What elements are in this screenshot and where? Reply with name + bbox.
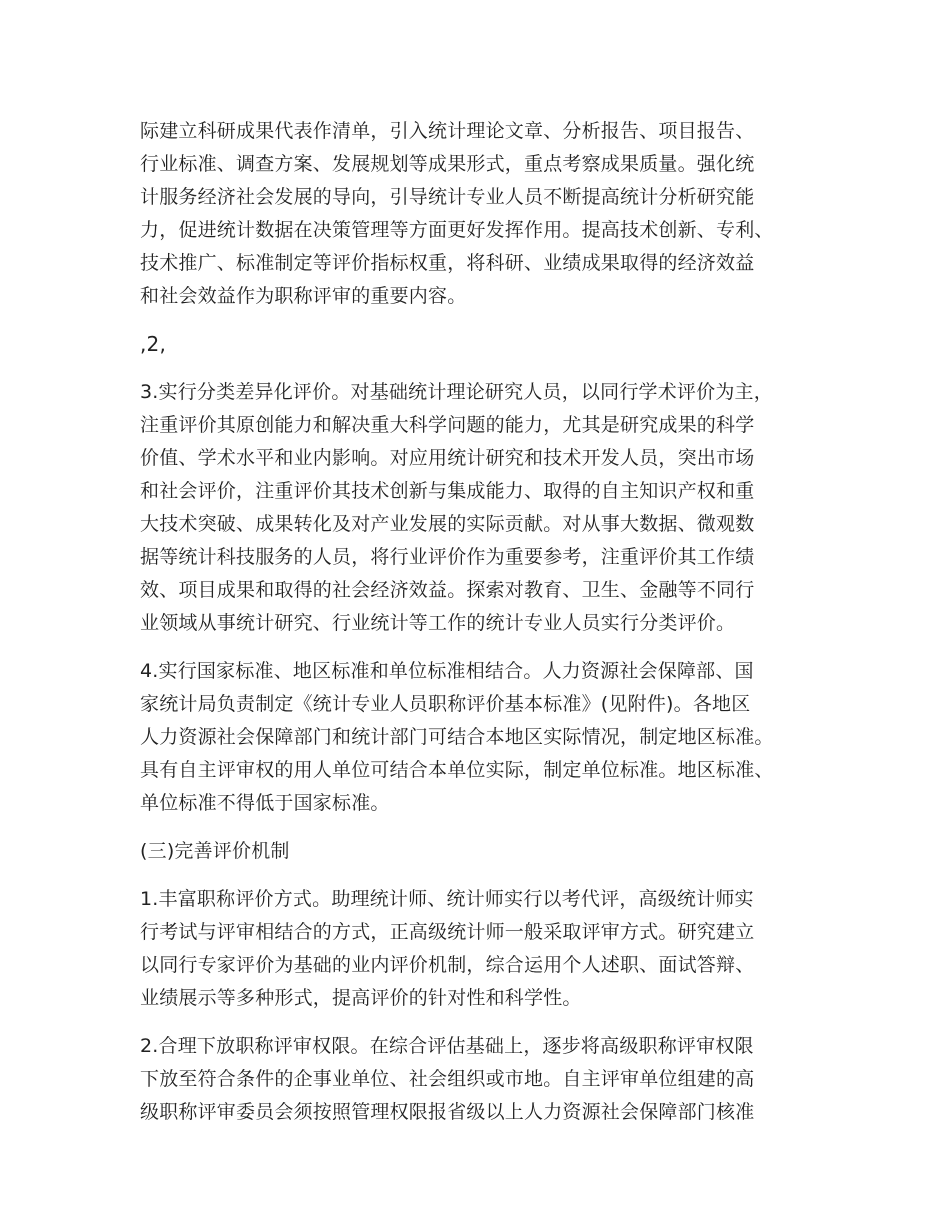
text-line: 业领域从事统计研究、行业统计等工作的统计专业人员实行分类评价。 bbox=[140, 612, 736, 634]
text-line: 人力资源社会保障部门和统计部门可结合本地区实际情况，制定地区标准。 bbox=[140, 726, 774, 748]
paragraph-review-authority bbox=[140, 1030, 830, 1129]
text-line: 效、项目成果和取得的社会经济效益。探索对教育、卫生、金融等不同行 bbox=[140, 579, 755, 601]
section-heading bbox=[140, 835, 830, 868]
paragraph-evaluation-methods bbox=[140, 883, 830, 1015]
text-line: 技术推广、标准制定等评价指标权重，将科研、业绩成果取得的经济效益 bbox=[140, 252, 755, 274]
document-body bbox=[140, 115, 830, 1144]
text-line: 行业标准、调查方案、发展规划等成果形式，重点考察成果质量。强化统 bbox=[140, 153, 755, 175]
text-line: 1.丰富职称评价方式。助理统计师、统计师实行以考代评，高级统计师实 bbox=[140, 888, 754, 910]
section-heading-text: (三)完善评价机制 bbox=[140, 840, 290, 862]
text-line: 级职称评审委员会须按照管理权限报省级以上人力资源社会保障部门核准 bbox=[140, 1101, 755, 1123]
text-line: 具有自主评审权的用人单位可结合本单位实际，制定单位标准。地区标准、 bbox=[140, 759, 774, 781]
text-line: 3.实行分类差异化评价。对基础统计理论研究人员，以同行学术评价为主， bbox=[140, 381, 773, 403]
page-marker-text: ,2, bbox=[140, 332, 167, 356]
text-line: 下放至符合条件的企事业单位、社会组织或市地。自主评审单位组建的高 bbox=[140, 1068, 755, 1090]
text-line: 注重评价其原创能力和解决重大科学问题的能力，尤其是研究成果的科学 bbox=[140, 414, 755, 436]
paragraph-classified-evaluation bbox=[140, 376, 830, 640]
text-line: 计服务经济社会发展的导向，引导统计专业人员不断提高统计分析研究能 bbox=[140, 186, 755, 208]
text-line: 业绩展示等多种形式，提高评价的针对性和科学性。 bbox=[140, 987, 582, 1009]
text-line: 力，促进统计数据在决策管理等方面更好发挥作用。提高技术创新、专利、 bbox=[140, 219, 774, 241]
text-line: 价值、学术水平和业内影响。对应用统计研究和技术开发人员，突出市场 bbox=[140, 447, 755, 469]
text-line: 单位标准不得低于国家标准。 bbox=[140, 792, 390, 814]
text-line: 大技术突破、成果转化及对产业发展的实际贡献。对从事大数据、微观数 bbox=[140, 513, 755, 535]
paragraph-standards bbox=[140, 655, 830, 820]
text-line: 和社会效益作为职称评审的重要内容。 bbox=[140, 285, 467, 307]
text-line: 家统计局负责制定《统计专业人员职称评价基本标准》(见附件)。各地区 bbox=[140, 693, 751, 715]
paragraph-research-results bbox=[140, 115, 830, 313]
text-line: 际建立科研成果代表作清单，引入统计理论文章、分析报告、项目报告、 bbox=[140, 120, 755, 142]
text-line: 据等统计科技服务的人员，将行业评价作为重要参考，注重评价其工作绩 bbox=[140, 546, 755, 568]
text-line: 4.实行国家标准、地区标准和单位标准相结合。人力资源社会保障部、国 bbox=[140, 660, 754, 682]
text-line: 2.合理下放职称评审权限。在综合评估基础上，逐步将高级职称评审权限 bbox=[140, 1035, 754, 1057]
text-line: 和社会评价，注重评价其技术创新与集成能力、取得的自主知识产权和重 bbox=[140, 480, 755, 502]
page-marker bbox=[140, 328, 830, 361]
text-line: 以同行专家评价为基础的业内评价机制，综合运用个人述职、面试答辩、 bbox=[140, 954, 755, 976]
text-line: 行考试与评审相结合的方式，正高级统计师一般采取评审方式。研究建立 bbox=[140, 921, 755, 943]
